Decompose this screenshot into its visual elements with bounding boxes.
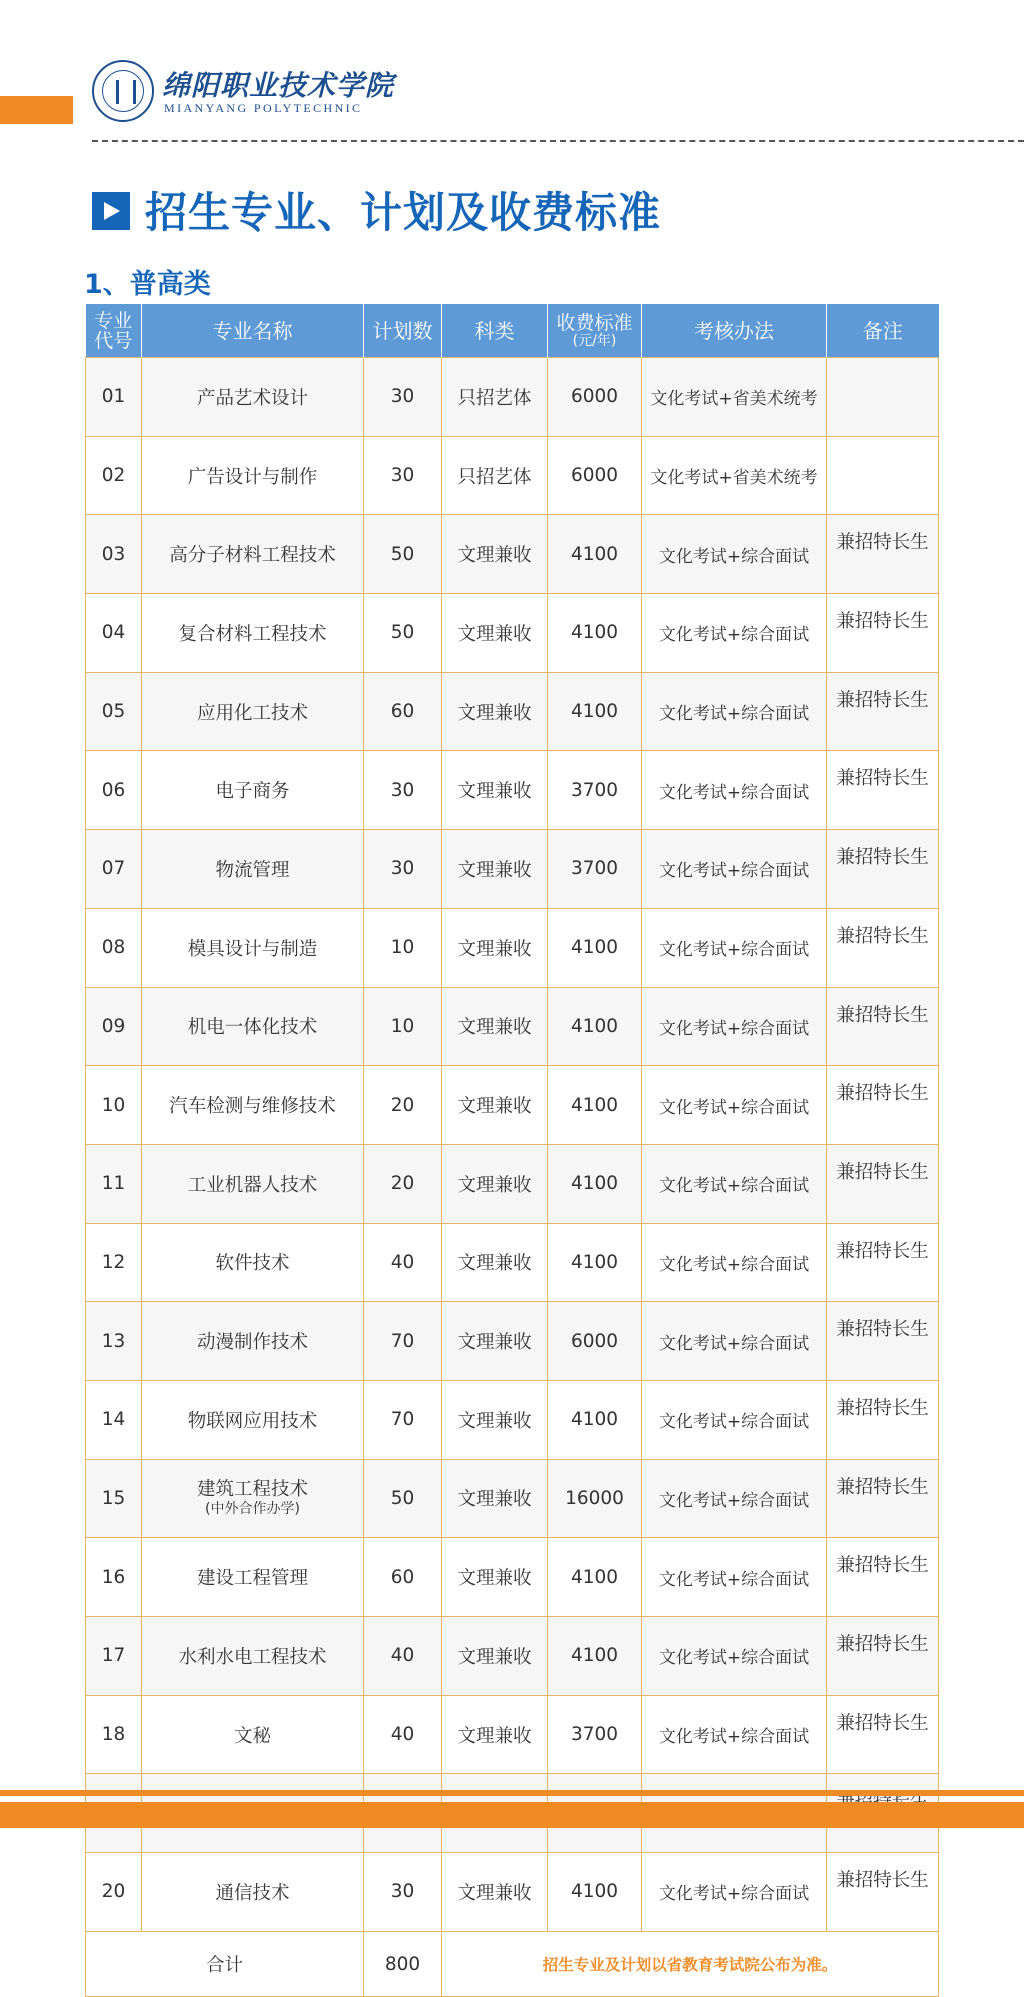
cell-exam: 文化考试+综合面试 <box>642 1144 827 1223</box>
cell-fee: 6000 <box>548 358 642 437</box>
table-row <box>86 1380 939 1459</box>
cell-code: 09 <box>86 987 142 1066</box>
cell-category: 文理兼收 <box>442 1459 548 1538</box>
table-row <box>86 594 939 673</box>
table-row <box>86 830 939 909</box>
cell-exam: 文化考试+综合面试 <box>642 987 827 1066</box>
cell-plan: 40 <box>364 1695 442 1774</box>
cell-name <box>142 1459 364 1538</box>
cell-fee: 4100 <box>548 515 642 594</box>
cell-note: 兼招特长生 <box>827 515 939 594</box>
cell-code: 04 <box>86 594 142 673</box>
table-row <box>86 987 939 1066</box>
cell-note: 兼招特长生 <box>827 594 939 673</box>
cell-plan: 30 <box>364 358 442 437</box>
logo-chinese-name: 绵阳职业技术学院 <box>162 69 395 102</box>
cell-name: 机电一体化技术 <box>142 987 364 1066</box>
table-header-row <box>86 304 939 358</box>
cell-category: 文理兼收 <box>442 1538 548 1617</box>
cell-fee: 4100 <box>548 1853 642 1932</box>
cell-code: 06 <box>86 751 142 830</box>
cell-note: 兼招特长生 <box>827 1617 939 1696</box>
footer-stripe <box>0 1802 1024 1828</box>
school-seal-icon <box>92 60 154 122</box>
cell-code: 11 <box>86 1144 142 1223</box>
cell-code: 12 <box>86 1223 142 1302</box>
table-row <box>86 1066 939 1145</box>
table-row <box>86 751 939 830</box>
footer-stripe-thin <box>0 1790 1024 1796</box>
cell-fee: 16000 <box>548 1459 642 1538</box>
cell-category: 只招艺体 <box>442 358 548 437</box>
table-row <box>86 908 939 987</box>
cell-note: 兼招特长生 <box>827 1695 939 1774</box>
cell-note <box>827 436 939 515</box>
cell-category: 文理兼收 <box>442 1695 548 1774</box>
cell-plan: 60 <box>364 672 442 751</box>
cell-fee: 4100 <box>548 1538 642 1617</box>
cell-fee: 4100 <box>548 1066 642 1145</box>
table-row <box>86 1695 939 1774</box>
cell-plan: 50 <box>364 594 442 673</box>
cell-exam: 文化考试+综合面试 <box>642 1380 827 1459</box>
total-plan: 800 <box>364 1931 442 1997</box>
cell-category: 文理兼收 <box>442 987 548 1066</box>
cell-plan: 30 <box>364 1853 442 1932</box>
play-arrow-icon <box>92 192 130 230</box>
cell-category: 只招艺体 <box>442 436 548 515</box>
header-name: 专业名称 <box>142 304 364 358</box>
table-row <box>86 515 939 594</box>
cell-code: 01 <box>86 358 142 437</box>
cell-note: 兼招特长生 <box>827 1302 939 1381</box>
table-row <box>86 672 939 751</box>
cell-plan: 30 <box>364 830 442 909</box>
cell-name: 软件技术 <box>142 1223 364 1302</box>
table-row <box>86 1853 939 1932</box>
cell-note: 兼招特长生 <box>827 1853 939 1932</box>
cell-code: 20 <box>86 1853 142 1932</box>
cell-code: 16 <box>86 1538 142 1617</box>
cell-name: 物联网应用技术 <box>142 1380 364 1459</box>
cell-note: 兼招特长生 <box>827 672 939 751</box>
cell-name-sub: (中外合作办学) <box>205 1501 300 1518</box>
table-row <box>86 1144 939 1223</box>
cell-note: 兼招特长生 <box>827 751 939 830</box>
cell-note: 兼招特长生 <box>827 1223 939 1302</box>
cell-exam: 文化考试+省美术统考 <box>642 436 827 515</box>
cell-exam: 文化考试+综合面试 <box>642 1538 827 1617</box>
logo-english-name: MIANYANG POLYTECHNIC <box>164 101 363 115</box>
cell-code: 15 <box>86 1459 142 1538</box>
table-row <box>86 1302 939 1381</box>
header-fee-label: 收费标准 <box>556 311 633 334</box>
header-category: 科类 <box>442 304 548 358</box>
cell-name: 应用化工技术 <box>142 672 364 751</box>
cell-name: 产品艺术设计 <box>142 358 364 437</box>
cell-plan: 60 <box>364 1538 442 1617</box>
cell-category: 文理兼收 <box>442 1302 548 1381</box>
cell-fee: 4100 <box>548 672 642 751</box>
header-fee <box>548 304 642 358</box>
cell-exam: 文化考试+综合面试 <box>642 1695 827 1774</box>
cell-fee: 3700 <box>548 1695 642 1774</box>
page-title: 招生专业、计划及收费标准 <box>145 188 662 237</box>
cell-name: 高分子材料工程技术 <box>142 515 364 594</box>
cell-code: 07 <box>86 830 142 909</box>
cell-name: 通信技术 <box>142 1853 364 1932</box>
table-row <box>86 1459 939 1538</box>
cell-plan: 40 <box>364 1223 442 1302</box>
cell-code: 14 <box>86 1380 142 1459</box>
cell-name-main: 建筑工程技术 <box>196 1479 308 1501</box>
cell-fee: 4100 <box>548 987 642 1066</box>
cell-code: 08 <box>86 908 142 987</box>
cell-exam: 文化考试+综合面试 <box>642 1617 827 1696</box>
cell-code: 13 <box>86 1302 142 1381</box>
cell-exam: 文化考试+综合面试 <box>642 1459 827 1538</box>
cell-fee: 4100 <box>548 594 642 673</box>
cell-exam: 文化考试+综合面试 <box>642 672 827 751</box>
cell-code: 10 <box>86 1066 142 1145</box>
cell-category: 文理兼收 <box>442 1380 548 1459</box>
cell-plan: 30 <box>364 751 442 830</box>
header-divider <box>92 140 1024 142</box>
cell-fee: 4100 <box>548 1144 642 1223</box>
cell-category: 文理兼收 <box>442 908 548 987</box>
table-row <box>86 358 939 437</box>
cell-exam: 文化考试+省美术统考 <box>642 358 827 437</box>
cell-note: 兼招特长生 <box>827 1538 939 1617</box>
cell-name: 建设工程管理 <box>142 1538 364 1617</box>
cell-fee: 4100 <box>548 1380 642 1459</box>
section-title: 1、普高类 <box>84 269 211 300</box>
cell-name: 水利水电工程技术 <box>142 1617 364 1696</box>
table-row <box>86 1223 939 1302</box>
cell-category: 文理兼收 <box>442 1066 548 1145</box>
cell-category: 文理兼收 <box>442 672 548 751</box>
total-label: 合计 <box>86 1931 364 1997</box>
cell-note: 兼招特长生 <box>827 908 939 987</box>
table-total-row <box>86 1931 939 1997</box>
cell-name: 文秘 <box>142 1695 364 1774</box>
cell-note: 兼招特长生 <box>827 1380 939 1459</box>
cell-name: 广告设计与制作 <box>142 436 364 515</box>
cell-name: 物流管理 <box>142 830 364 909</box>
cell-exam: 文化考试+综合面试 <box>642 1066 827 1145</box>
orange-accent-tab <box>0 96 73 124</box>
cell-exam: 文化考试+综合面试 <box>642 751 827 830</box>
table-row <box>86 1538 939 1617</box>
cell-category: 文理兼收 <box>442 830 548 909</box>
cell-code: 18 <box>86 1695 142 1774</box>
cell-name: 电子商务 <box>142 751 364 830</box>
cell-fee: 4100 <box>548 1223 642 1302</box>
cell-exam: 文化考试+综合面试 <box>642 1223 827 1302</box>
cell-category: 文理兼收 <box>442 1853 548 1932</box>
footer-note: 招生专业及计划以省教育考试院公布为准。 <box>442 1931 939 1997</box>
cell-plan: 10 <box>364 908 442 987</box>
cell-fee: 6000 <box>548 1302 642 1381</box>
header-note: 备注 <box>827 304 939 358</box>
cell-note: 兼招特长生 <box>827 1144 939 1223</box>
cell-plan: 10 <box>364 987 442 1066</box>
cell-plan: 20 <box>364 1066 442 1145</box>
header-code: 专业代号 <box>86 304 142 358</box>
cell-category: 文理兼收 <box>442 594 548 673</box>
cell-fee: 4100 <box>548 1617 642 1696</box>
cell-exam: 文化考试+综合面试 <box>642 830 827 909</box>
cell-exam: 文化考试+综合面试 <box>642 594 827 673</box>
cell-plan: 30 <box>364 436 442 515</box>
header-exam: 考核办法 <box>642 304 827 358</box>
cell-plan: 20 <box>364 1144 442 1223</box>
cell-name: 动漫制作技术 <box>142 1302 364 1381</box>
cell-plan: 50 <box>364 1459 442 1538</box>
cell-note: 兼招特长生 <box>827 1459 939 1538</box>
cell-name: 复合材料工程技术 <box>142 594 364 673</box>
cell-category: 文理兼收 <box>442 1223 548 1302</box>
cell-fee: 6000 <box>548 436 642 515</box>
cell-code: 02 <box>86 436 142 515</box>
table-row <box>86 1617 939 1696</box>
cell-category: 文理兼收 <box>442 1617 548 1696</box>
cell-plan: 70 <box>364 1302 442 1381</box>
header-fee-unit: (元/年) <box>572 332 617 349</box>
cell-note: 兼招特长生 <box>827 987 939 1066</box>
cell-category: 文理兼收 <box>442 1144 548 1223</box>
cell-name: 汽车检测与维修技术 <box>142 1066 364 1145</box>
cell-plan: 70 <box>364 1380 442 1459</box>
cell-name: 模具设计与制造 <box>142 908 364 987</box>
cell-fee: 4100 <box>548 908 642 987</box>
cell-exam: 文化考试+综合面试 <box>642 1853 827 1932</box>
cell-category: 文理兼收 <box>442 751 548 830</box>
cell-exam: 文化考试+综合面试 <box>642 515 827 594</box>
cell-code: 03 <box>86 515 142 594</box>
cell-name: 工业机器人技术 <box>142 1144 364 1223</box>
cell-note: 兼招特长生 <box>827 830 939 909</box>
cell-code: 17 <box>86 1617 142 1696</box>
cell-note <box>827 358 939 437</box>
header-plan: 计划数 <box>364 304 442 358</box>
cell-note: 兼招特长生 <box>827 1066 939 1145</box>
cell-exam: 文化考试+综合面试 <box>642 1302 827 1381</box>
cell-code: 05 <box>86 672 142 751</box>
table-row <box>86 436 939 515</box>
cell-plan: 40 <box>364 1617 442 1696</box>
cell-plan: 50 <box>364 515 442 594</box>
cell-fee: 3700 <box>548 751 642 830</box>
enrollment-plan-table <box>85 304 939 1997</box>
cell-category: 文理兼收 <box>442 515 548 594</box>
cell-exam: 文化考试+综合面试 <box>642 908 827 987</box>
cell-fee: 3700 <box>548 830 642 909</box>
